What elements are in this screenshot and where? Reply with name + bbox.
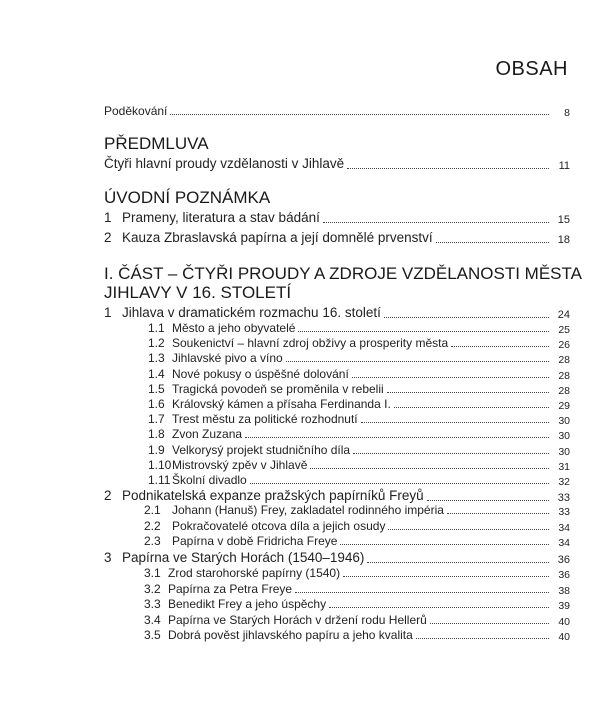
toc-entry-number: 1.5 [148, 381, 165, 396]
toc-entry-number: 1 [104, 305, 112, 320]
toc-subentry[interactable] [148, 412, 570, 426]
section-heading-uvod: ÚVODNÍ POZNÁMKA [104, 188, 271, 207]
toc-subentry[interactable] [144, 597, 570, 611]
toc-subentry[interactable] [144, 613, 570, 627]
toc-entry-number: 3.1 [144, 566, 161, 580]
toc-page-number: 30 [558, 445, 570, 458]
toc-entry-number: 1 [104, 210, 112, 225]
toc-entry-number: 1.3 [148, 351, 165, 366]
toc-entry-text: Tragická povodeň se proměnila v rebelii [172, 381, 384, 396]
toc-entry-number: 1.6 [148, 397, 165, 411]
toc-page-number: 28 [558, 354, 570, 367]
toc-subentry[interactable] [148, 397, 570, 411]
page-title: OBSAH [495, 58, 568, 80]
toc-leader-dots [343, 576, 549, 577]
toc-entry-number: 3.5 [144, 628, 161, 642]
toc-entry-number: 1.2 [148, 336, 165, 351]
toc-entry-text: Benedikt Frey a jeho úspěchy [168, 597, 327, 611]
part-heading-line2: JIHLAVY V 16. STOLETÍ [104, 283, 292, 302]
toc-entry-text: Kauza Zbraslavská papírna a její domnělé prvenství [122, 230, 433, 245]
toc-leader-dots [329, 607, 549, 608]
toc-entry-text: Velkorysý projekt studničního díla [172, 442, 351, 457]
toc-page-number: 36 [557, 554, 570, 566]
toc-page-number: 33 [558, 506, 570, 518]
toc-subentry[interactable] [148, 336, 570, 350]
part-heading-line1: I. ČÁST – ČTYŘI PROUDY A ZDROJE VZDĚLANOSTI MĚSTA [104, 264, 582, 283]
toc-entry-text: Soukenictví – hlavní zdroj obživy a prosperity města [172, 336, 449, 351]
toc-entry-text: Poděkování [104, 104, 168, 118]
toc-entry-text: Jihlavské pivo a víno [172, 351, 283, 366]
toc-leader-dots [436, 242, 549, 243]
toc-leader-dots [430, 623, 549, 624]
toc-leader-dots [447, 513, 549, 514]
toc-chapter-3[interactable] [104, 550, 570, 566]
toc-entry-number: 3.2 [144, 581, 161, 596]
toc-subentry[interactable] [148, 382, 570, 396]
toc-page-number: 15 [557, 214, 570, 226]
toc-leader-dots [245, 437, 549, 438]
toc-entry-text: Papírna ve Starých Horách (1540–1946) [122, 550, 365, 565]
toc-leader-dots [310, 468, 549, 469]
toc-leader-dots [295, 592, 549, 593]
toc-leader-dots [298, 331, 549, 332]
section-heading-predmluva: PŘEDMLUVA [104, 134, 209, 153]
toc-entry-number: 1.9 [148, 442, 165, 457]
toc-entry-text: Nové pokusy o úspěšné dolování [172, 366, 349, 381]
toc-leader-dots [323, 222, 549, 223]
toc-page-number: 25 [558, 324, 570, 336]
toc-page-number: 30 [558, 415, 570, 428]
toc-page-number: 33 [557, 492, 570, 504]
toc-entry-text: Čtyři hlavní proudy vzdělanosti v Jihlavě [104, 156, 345, 171]
toc-subentry[interactable] [148, 321, 570, 335]
toc-entry-text: Trest městu za politické rozhodnutí [172, 412, 358, 427]
toc-entry-ctyri-proudy[interactable] [104, 156, 570, 172]
toc-leader-dots [387, 392, 549, 393]
toc-page-number: 40 [558, 615, 570, 628]
toc-entry-text: Jihlava v dramatickém rozmachu 16. století [122, 305, 381, 320]
toc-leader-dots [416, 638, 549, 639]
toc-leader-dots [352, 377, 549, 378]
toc-entry-text: Mistrovský zpěv v Jihlavě [172, 457, 308, 472]
toc-page-number: 39 [558, 600, 570, 612]
toc-leader-dots [367, 562, 549, 563]
toc-leader-dots [361, 422, 549, 423]
toc-leader-dots [347, 168, 549, 169]
toc-page-number: 34 [558, 521, 570, 534]
toc-page-number: 36 [558, 569, 570, 581]
toc-leader-dots [451, 346, 549, 347]
toc-entry-number: 1.4 [148, 366, 165, 381]
toc-subentry[interactable] [144, 503, 570, 517]
toc-subentry[interactable] [148, 351, 570, 365]
toc-leader-dots [286, 361, 549, 362]
toc-page-number: 28 [558, 384, 570, 397]
toc-page-number: 30 [558, 430, 570, 443]
toc-leader-dots [250, 483, 549, 484]
toc-entry-text: Podnikatelská expanze pražských papírníků Freyů [122, 488, 424, 503]
toc-leader-dots [353, 453, 549, 454]
toc-subentry[interactable] [144, 566, 570, 580]
toc-page-number: 8 [564, 107, 570, 119]
toc-entry-text: Johann (Hanuš) Frey, zakladatel rodinného impéria [172, 503, 444, 517]
toc-entry-text: Papírna v době Fridricha Freye [172, 534, 338, 548]
toc-entry-text: Prameny, literatura a stav bádání [122, 210, 320, 225]
toc-entry-text: Školní divadlo [172, 473, 247, 487]
toc-entry-text: Zvon Zuzana [172, 427, 243, 442]
toc-entry-number: 1.7 [148, 412, 165, 427]
toc-subentry[interactable] [148, 458, 570, 472]
toc-page-number: 26 [558, 339, 570, 352]
toc-entry-text: Město a jeho obyvatelé [172, 321, 296, 335]
toc-leader-dots [384, 317, 549, 318]
toc-page-number: 34 [558, 537, 570, 549]
toc-entry-text: Dobrá pověst jihlavského papíru a jeho kvalita [168, 628, 413, 642]
toc-entry-number: 3.3 [144, 597, 161, 611]
toc-chapter-1[interactable] [104, 305, 570, 321]
toc-entry-uvod-2[interactable] [104, 230, 570, 246]
toc-entry-text: Papírna ve Starých Horách v držení rodu Hellerů [168, 612, 427, 627]
toc-leader-dots [170, 114, 549, 115]
toc-subentry[interactable] [144, 534, 570, 548]
toc-page-number: 32 [558, 476, 570, 488]
toc-entry-number: 2.1 [144, 503, 161, 517]
toc-subentry[interactable] [148, 473, 570, 487]
toc-entry-number: 3.4 [144, 612, 161, 627]
toc-leader-dots [340, 544, 549, 545]
toc-entry-text: Pokračovatelé otcova díla a jejich osudy [172, 518, 386, 533]
toc-subentry[interactable] [144, 519, 570, 533]
toc-subentry[interactable] [148, 443, 570, 457]
toc-entry-number: 2 [104, 230, 112, 245]
toc-entry-number: 1.1 [148, 321, 165, 335]
toc-leader-dots [388, 529, 549, 530]
toc-entry-text: Královský kámen a přísaha Ferdinanda I. [172, 397, 391, 411]
toc-entry-number: 2.3 [144, 534, 161, 548]
toc-page-number: 29 [558, 400, 570, 412]
toc-page-number: 28 [558, 369, 570, 382]
toc-entry-number: 1.8 [148, 427, 165, 442]
toc-entry-text: Papírna za Petra Freye [168, 581, 293, 596]
toc-leader-dots [394, 407, 549, 408]
toc-subentry[interactable] [144, 628, 570, 642]
toc-entry-text: Zrod starohorské papírny (1540) [168, 566, 341, 580]
toc-entry-uvod-1[interactable] [104, 210, 570, 226]
toc-entry-number: 1.10 [148, 457, 172, 472]
toc-page-number: 11 [558, 160, 570, 172]
toc-subentry[interactable] [144, 582, 570, 596]
toc-subentry[interactable] [148, 427, 570, 441]
toc-page-number: 31 [558, 460, 570, 473]
toc-entry-number: 2.2 [144, 518, 161, 533]
toc-subentry[interactable] [148, 367, 570, 381]
toc-chapter-2[interactable] [104, 488, 570, 504]
toc-leader-dots [427, 500, 549, 501]
toc-page-number: 38 [558, 584, 570, 597]
toc-entry-number: 2 [104, 488, 112, 503]
toc-entry-number: 1.11 [148, 473, 171, 487]
toc-entry-number: 3 [104, 550, 112, 565]
toc-entry-podekovani[interactable] [104, 104, 570, 118]
toc-page-number: 18 [557, 234, 570, 246]
toc-page-number: 40 [558, 631, 570, 643]
toc-page-number: 24 [557, 309, 570, 321]
